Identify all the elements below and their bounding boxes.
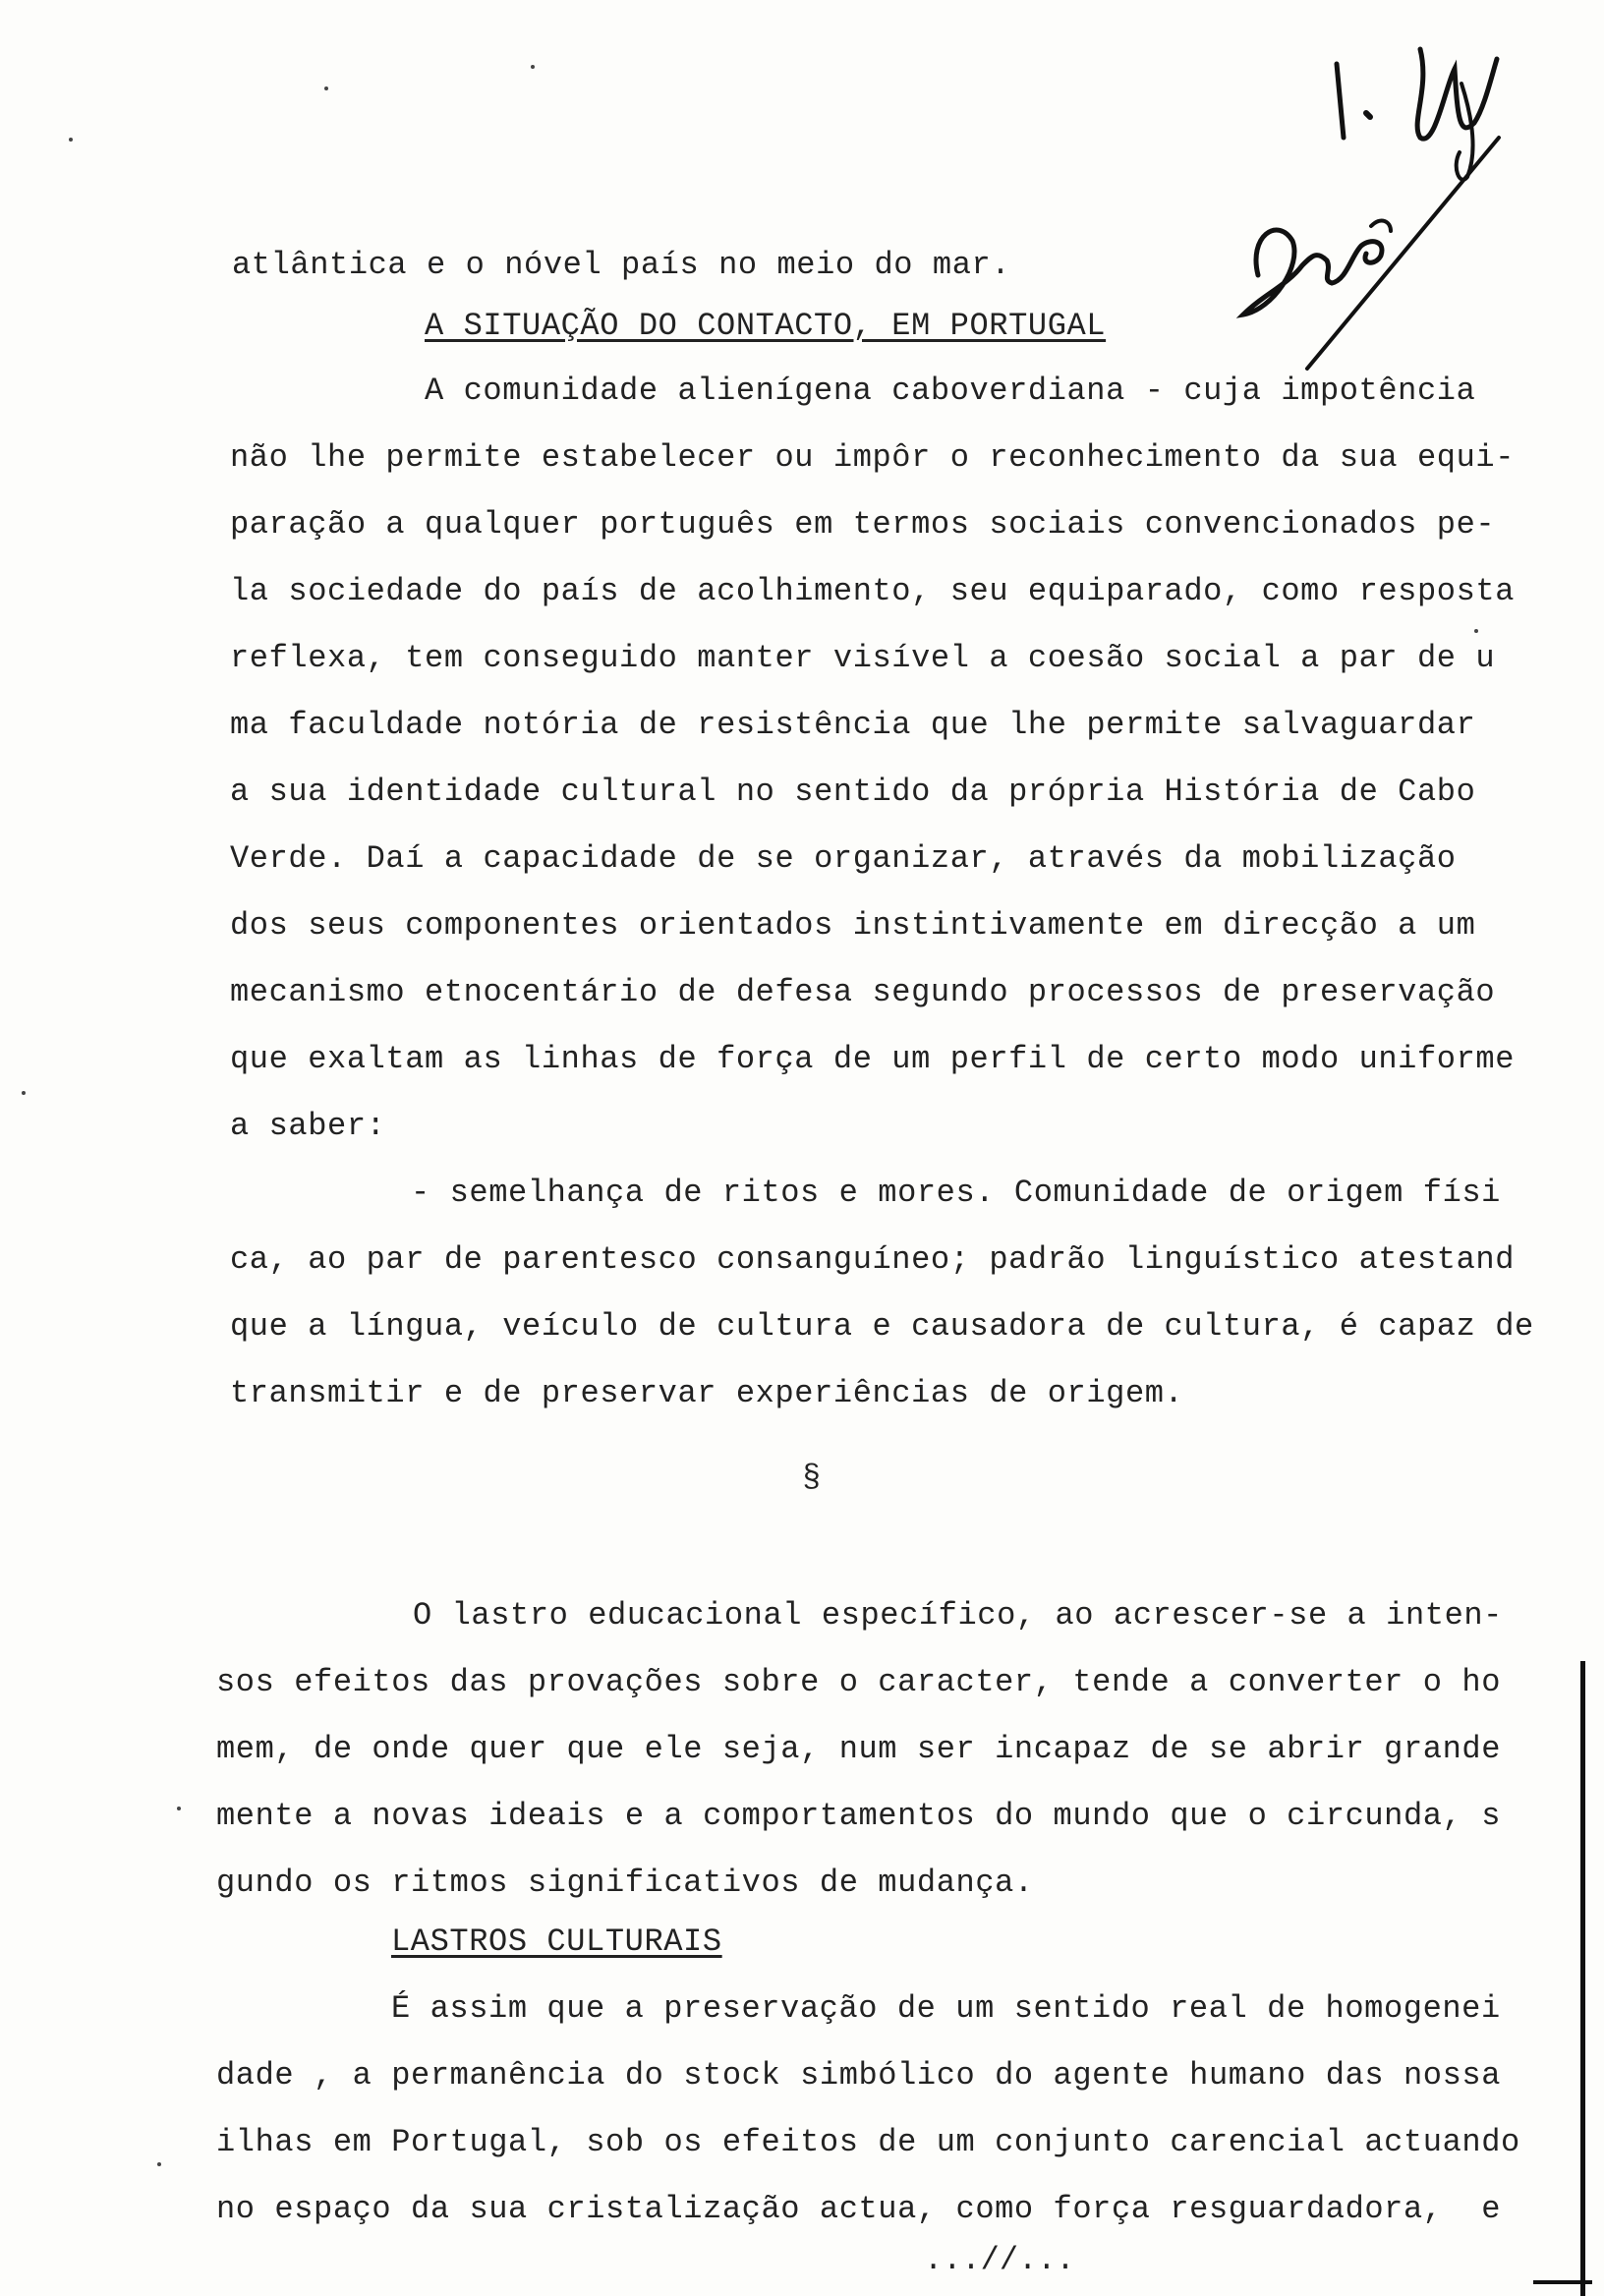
text-line: não lhe permite estabelecer ou impôr o reconhecimento da sua equi- <box>230 439 1516 476</box>
text-line: A comunidade alienígena caboverdiana - cuja impotência <box>425 373 1476 409</box>
section-heading: LASTROS CULTURAIS <box>391 1923 722 1960</box>
text-line: transmitir e de preservar experiências de origem. <box>230 1375 1184 1411</box>
text-line: dade , a permanência do stock simbólico do agente humano das nossa <box>216 2057 1502 2094</box>
text-line: sos efeitos das provações sobre o caracter, tende a converter o ho <box>216 1664 1502 1700</box>
text-line: mente a novas ideais e a comportamentos do mundo que o circunda, s <box>216 1798 1502 1834</box>
text-line: É assim que a preservação de um sentido real de homogenei <box>391 1990 1501 2027</box>
text-line: O lastro educacional específico, ao acrescer-se a inten- <box>413 1597 1503 1634</box>
text-line: - semelhança de ritos e mores. Comunidade de origem físi <box>411 1175 1501 1211</box>
scan-speck <box>1474 629 1478 633</box>
text-line: reflexa, tem conseguido manter visível a coesão social a par de u <box>230 640 1496 676</box>
scan-speck <box>531 65 535 69</box>
text-line: ilhas em Portugal, sob os efeitos de um conjunto carencial actuando <box>216 2124 1520 2160</box>
section-mark: § <box>802 1460 822 1496</box>
text-line: mecanismo etnocentário de defesa segundo processos de preservação <box>230 974 1496 1010</box>
text-line: dos seus componentes orientados instintivamente em direcção a um <box>230 907 1476 944</box>
text-line: no espaço da sua cristalização actua, como força resguardadora, e <box>216 2191 1502 2227</box>
text-line: Verde. Daí a capacidade de se organizar, através da mobilização <box>230 840 1457 877</box>
text-line: ca, ao par de parentesco consanguíneo; padrão linguístico atestand <box>230 1241 1516 1278</box>
scan-speck <box>69 138 73 142</box>
text-line: a sua identidade cultural no sentido da própria História de Cabo <box>230 774 1476 810</box>
text-line: a saber: <box>230 1108 386 1144</box>
text-line: paração a qualquer português em termos sociais convencionados pe- <box>230 506 1496 543</box>
opening-line: atlântica e o nóvel país no meio do mar. <box>232 247 1011 283</box>
section-heading: A SITUAÇÃO DO CONTACTO, EM PORTUGAL <box>425 308 1107 344</box>
margin-rule-cap <box>1533 2280 1592 2284</box>
text-line: que exaltam as linhas de força de um perfil de certo modo uniforme <box>230 1041 1516 1077</box>
scan-speck <box>22 1091 26 1095</box>
text-line: ma faculdade notória de resistência que lhe permite salvaguardar <box>230 707 1476 743</box>
scan-speck <box>177 1807 181 1810</box>
text-line: gundo os ritmos significativos de mudança. <box>216 1865 1034 1901</box>
continuation-mark: ...//... <box>924 2242 1075 2278</box>
text-line: que a língua, veículo de cultura e causadora de cultura, é capaz de <box>230 1308 1534 1345</box>
scan-speck <box>157 2162 161 2166</box>
text-line: la sociedade do país de acolhimento, seu equiparado, como resposta <box>230 573 1516 609</box>
handwritten-signature <box>1233 29 1558 403</box>
text-line: mem, de onde quer que ele seja, num ser incapaz de se abrir grande <box>216 1731 1502 1767</box>
scan-speck <box>324 86 328 90</box>
margin-rule <box>1580 1661 1585 2296</box>
